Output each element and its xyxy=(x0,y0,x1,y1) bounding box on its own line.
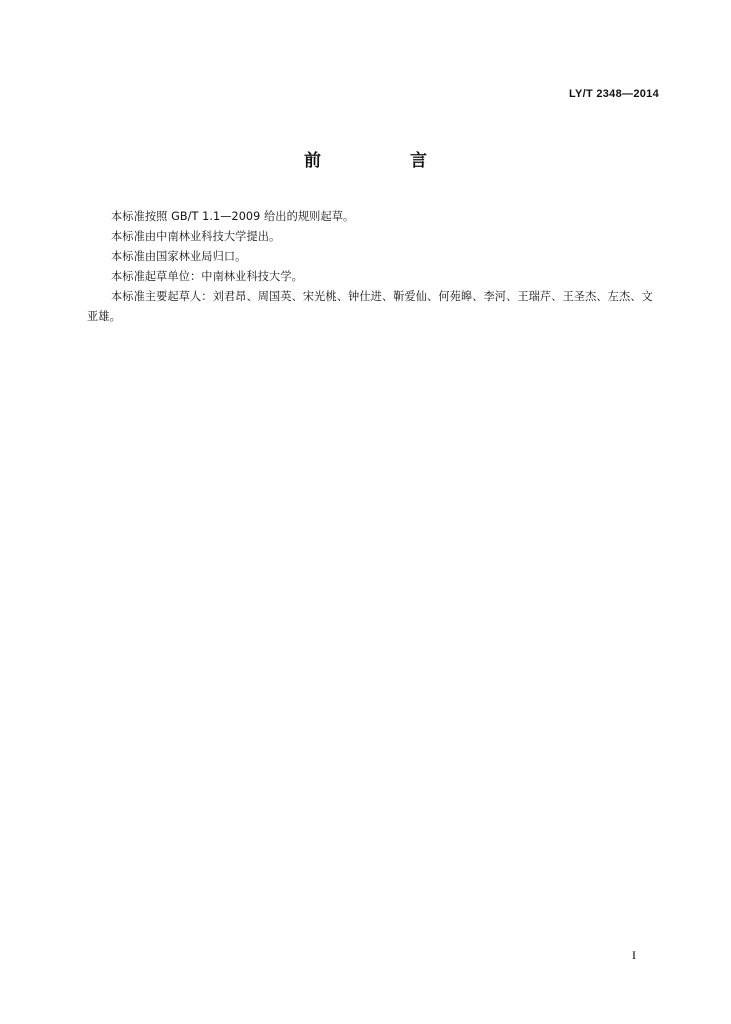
paragraph-administrator: 本标准由国家林业局归口。 xyxy=(111,250,247,263)
paragraph-drafters: 本标准主要起草人：刘君昂、周国英、宋光桃、钟仕进、靳爱仙、何苑皞、李河、王瑞芹、王圣杰、左杰、文亚雄。 xyxy=(87,290,653,323)
paragraph-drafting-rules: 本标准按照 GB/T 1.1—2009 给出的规则起草。 xyxy=(111,210,355,223)
page-title: 前 言 xyxy=(304,151,463,171)
standard-code: LY/T 2348—2014 xyxy=(568,88,659,100)
paragraph-drafting-unit: 本标准起草单位：中南林业科技大学。 xyxy=(111,270,303,283)
page-number: I xyxy=(632,948,636,962)
foreword-body xyxy=(87,207,659,327)
paragraph-proposer: 本标准由中南林业科技大学提出。 xyxy=(111,230,281,243)
